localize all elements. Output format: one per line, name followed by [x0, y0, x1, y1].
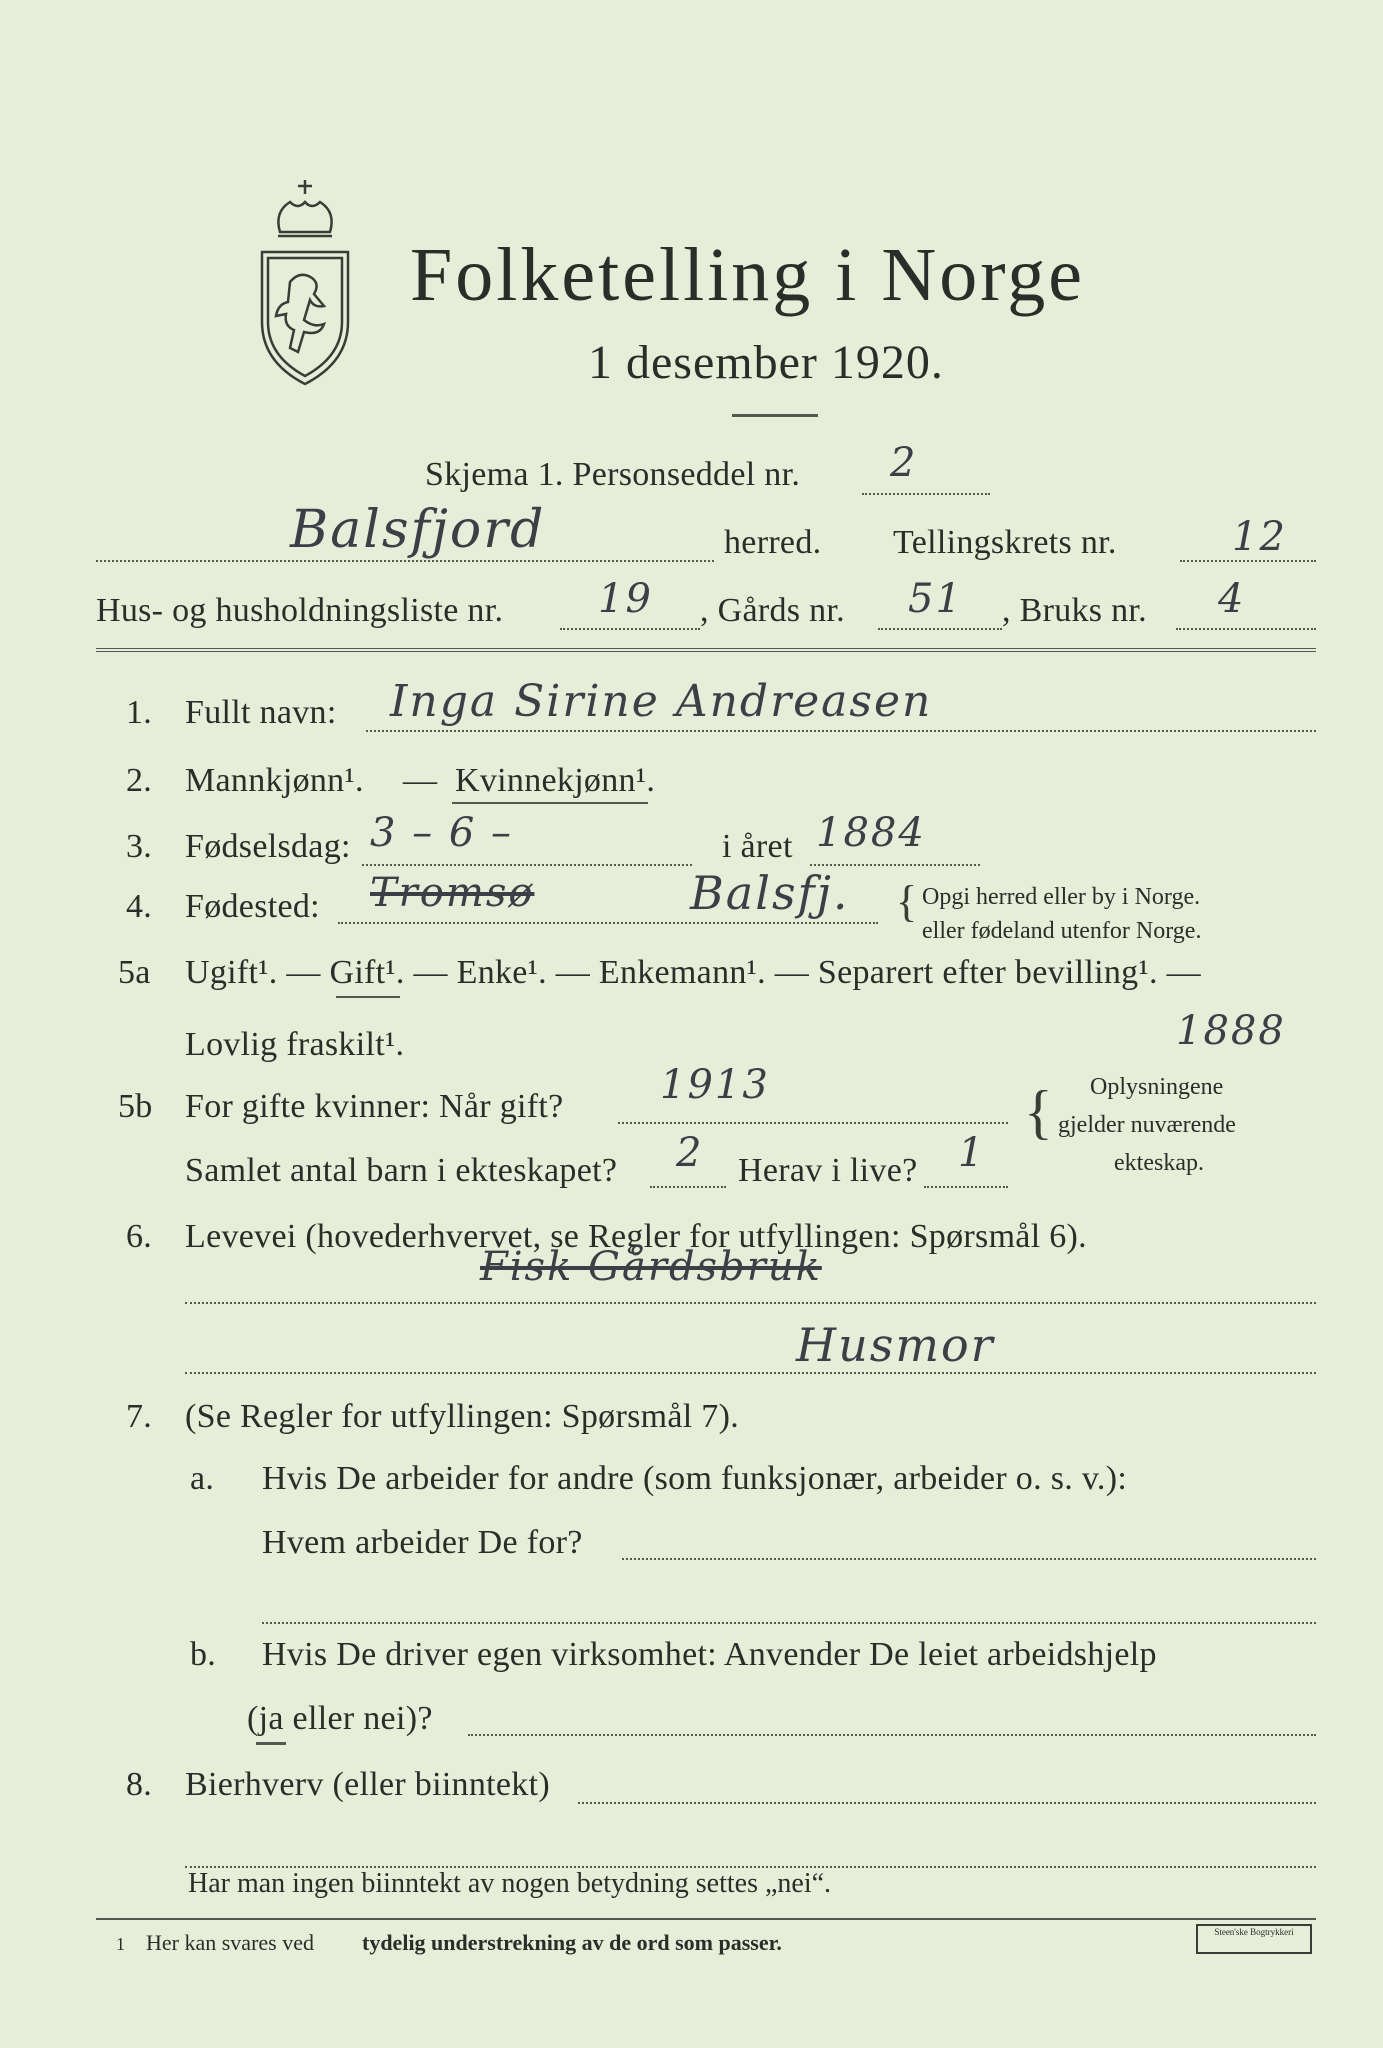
bruks-nr: 4 [1218, 576, 1246, 622]
herred-field [96, 560, 714, 562]
q4-field [338, 922, 878, 924]
q1-number: 1. [126, 694, 153, 731]
q1-label: Fullt navn: [185, 694, 337, 731]
page-title: Folketelling i Norge [410, 233, 1085, 317]
title-divider [732, 414, 818, 417]
gards-label: , Gårds nr. [700, 592, 845, 629]
census-date: 1 desember 1920. [588, 336, 944, 389]
q5b-alive: 1 [958, 1130, 986, 1176]
personseddel-field [862, 493, 990, 495]
q3-year: 1884 [816, 810, 926, 856]
bruks-field [1176, 628, 1316, 630]
q3-value: 3 – 6 – [370, 810, 514, 856]
q7b-number: b. [190, 1636, 217, 1673]
gards-field [878, 628, 1002, 630]
q4-brace: { [896, 877, 918, 926]
q5b-children-field [650, 1186, 726, 1188]
q6-number: 6. [126, 1218, 153, 1255]
herred-value: Balsfjord [290, 500, 546, 560]
q5a-line2: Lovlig fraskilt¹. [185, 1026, 405, 1063]
footer-note: Har man ingen biinntekt av nogen betydning settes „nei“. [188, 1868, 832, 1899]
husliste-field [560, 628, 700, 630]
q3-field [362, 864, 692, 866]
tellingskrets-label: Tellingskrets nr. [893, 524, 1117, 561]
coat-of-arms-icon [250, 172, 360, 392]
q5a-number: 5a [118, 954, 151, 991]
q6-field-2 [185, 1372, 1316, 1374]
footer-divider [96, 1918, 1316, 1920]
q8-label: Bierhverv (eller biinntekt) [185, 1766, 550, 1803]
q3-number: 3. [126, 828, 153, 865]
q2-male: Mannkjønn¹. [185, 762, 364, 799]
header-divider [96, 648, 1316, 652]
q2-underline [452, 802, 648, 804]
q4-note1: Opgi herred eller by i Norge. [922, 884, 1201, 910]
q6-value: Husmor [796, 1318, 995, 1372]
q5b-married: 1913 [660, 1062, 770, 1108]
tellingskrets-nr: 12 [1232, 514, 1287, 560]
q1-value: Inga Sirine Andreasen [390, 676, 933, 727]
tellingskrets-field [1180, 560, 1316, 562]
q5b-children: 2 [676, 1130, 704, 1176]
husliste-label: Hus- og husholdningsliste nr. [96, 592, 504, 629]
printer-mark [1196, 1924, 1312, 1954]
q4-number: 4. [126, 888, 153, 925]
q5b-married-field [618, 1122, 1008, 1124]
q4-note2: eller fødeland utenfor Norge. [922, 918, 1202, 944]
personseddel-nr: 2 [890, 440, 918, 486]
q7-number: 7. [126, 1398, 153, 1435]
q5b-alive-label: Herav i live? [738, 1152, 918, 1189]
q2-dash: — [403, 762, 438, 799]
q3-label: Fødselsdag: [185, 828, 351, 865]
q7a-field-2 [262, 1622, 1316, 1624]
q5b-children-label: Samlet antal barn i ekteskapet? [185, 1152, 618, 1189]
q5b-note1: Oplysningene [1090, 1074, 1224, 1100]
q5b-note2: gjelder nuværende [1058, 1112, 1236, 1138]
q5a-margin-note: 1888 [1176, 1008, 1286, 1054]
q8-number: 8. [126, 1766, 153, 1803]
q5b-number: 5b [118, 1088, 153, 1125]
q7b-line1: Hvis De driver egen virksomhet: Anvender De leiet arbeidshjelp [262, 1636, 1157, 1673]
q6-field-1 [185, 1302, 1316, 1304]
skjema-label: Skjema 1. Personseddel nr. [425, 456, 801, 493]
bruks-label: , Bruks nr. [1002, 592, 1147, 629]
footnote-emphasis: tydelig understrekning av de ord som passer. [362, 1930, 782, 1955]
q5a-line1: Ugift¹. — Gift¹. — Enke¹. — Enkemann¹. — Separert efter bevilling¹. — [185, 954, 1201, 991]
q4-label: Fødested: [185, 888, 320, 925]
q7b-field [468, 1734, 1316, 1736]
q5b-note3: ekteskap. [1114, 1150, 1204, 1176]
q7a-number: a. [190, 1460, 215, 1497]
q7b-underline [256, 1742, 286, 1745]
q2-female: Kvinnekjønn¹. [455, 762, 656, 799]
q5b-brace: { [1024, 1079, 1053, 1145]
q6-label: Levevei (hovederhvervet, se Regler for utfyllingen: Spørsmål 6). [185, 1218, 1087, 1255]
herred-label: herred. [724, 524, 822, 561]
printer-mark-text: Steen'ske Bogtrykkeri [1214, 1927, 1294, 1937]
footnote-number: 1 [116, 1934, 125, 1954]
q4-struck: Tromsø [370, 870, 535, 916]
q7b-line2: (ja eller nei)? [247, 1700, 433, 1737]
footnote-text: Her kan svares ved [146, 1930, 314, 1955]
gards-nr: 51 [908, 576, 963, 622]
q7a-line2: Hvem arbeider De for? [262, 1524, 583, 1561]
q3-year-label: i året [722, 828, 793, 865]
q5b-label: For gifte kvinner: Når gift? [185, 1088, 564, 1125]
q1-field [366, 730, 1316, 732]
q7-label: (Se Regler for utfyllingen: Spørsmål 7). [185, 1398, 740, 1435]
q7a-line1: Hvis De arbeider for andre (som funksjonær, arbeider o. s. v.): [262, 1460, 1128, 1497]
husliste-nr: 19 [598, 576, 653, 622]
q6-struck: Fisk Gårdsbruk [480, 1244, 822, 1290]
q8-field-1 [578, 1802, 1316, 1804]
q7a-field-1 [622, 1558, 1316, 1560]
q2-number: 2. [126, 762, 153, 799]
q4-value: Balsfj. [690, 866, 850, 920]
q5b-alive-field [924, 1186, 1008, 1188]
q5a-underline [336, 996, 400, 998]
